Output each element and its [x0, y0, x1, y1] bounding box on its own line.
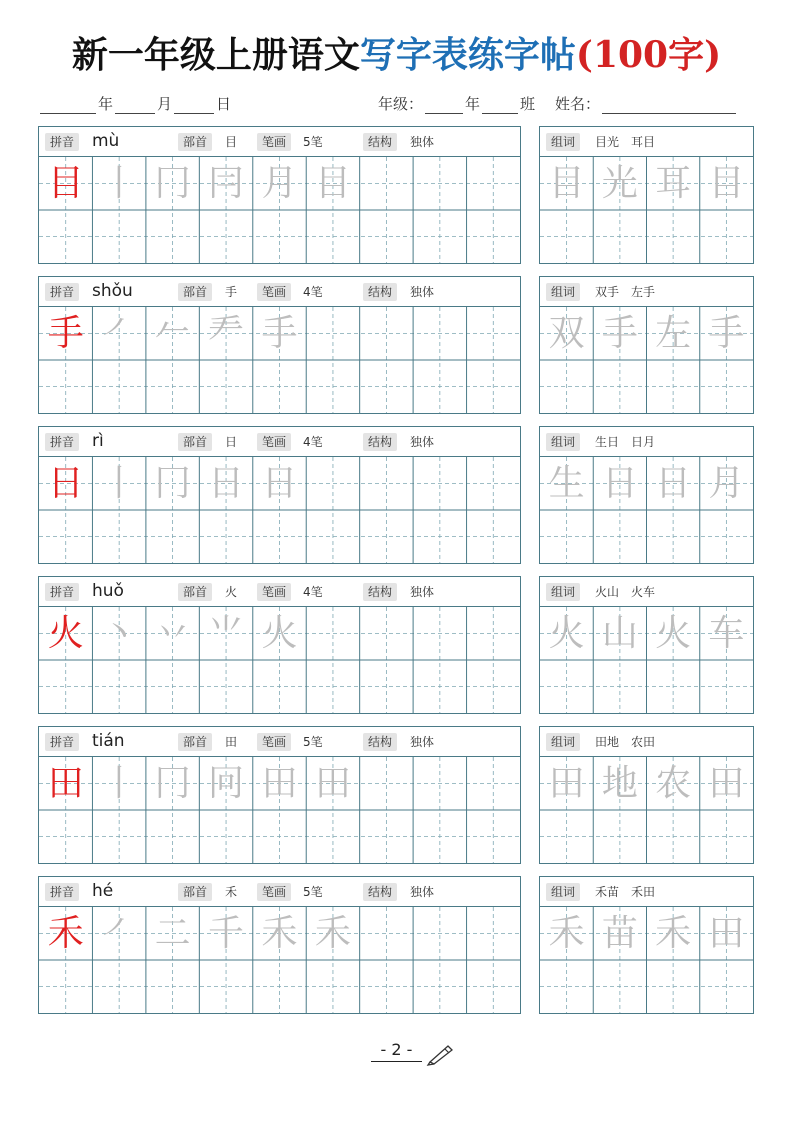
radical-label: 部首 [178, 283, 212, 301]
model-character: 日 [47, 463, 84, 504]
structure-label: 结构 [363, 433, 397, 451]
word-trace-character: 农 [655, 763, 692, 804]
pinyin-label: 拼音 [45, 733, 79, 751]
page-title [0, 30, 793, 80]
stroke-order-trace: 龵 [208, 313, 245, 354]
word-trace-character: 禾 [548, 913, 585, 954]
word-trace-character: 日 [601, 463, 638, 504]
word-trace-character: 月 [708, 463, 745, 504]
word-card [539, 576, 754, 714]
strokes-value: 4笔 [303, 585, 323, 599]
stroke-order-trace: 田 [314, 763, 351, 804]
character-info-header [39, 877, 520, 907]
strokes-label: 笔画 [257, 733, 291, 751]
words-value: 田地 农田 [595, 735, 656, 749]
stroke-order-trace: 丨 [101, 163, 138, 204]
month-label: 月 [157, 95, 173, 113]
words-label: 组词 [546, 583, 580, 601]
model-character: 目 [47, 163, 84, 204]
strokes-label: 笔画 [257, 883, 291, 901]
stroke-order-trace: 禾 [314, 913, 351, 954]
stroke-order-trace: 丨 [101, 763, 138, 804]
stroke-order-trace: 日 [208, 463, 245, 504]
word-trace-character: 目 [548, 163, 585, 204]
model-character: 手 [47, 313, 84, 354]
grade-label: 年级： [378, 95, 424, 113]
pinyin-label: 拼音 [45, 883, 79, 901]
words-value: 禾苗 禾田 [595, 885, 656, 899]
day-blank[interactable] [174, 96, 214, 114]
grade-blank[interactable] [425, 96, 463, 114]
strokes-label: 笔画 [257, 583, 291, 601]
pen-icon [426, 1042, 456, 1066]
title-part-copybook: 写字表练字帖 [359, 34, 576, 76]
structure-value: 独体 [410, 735, 435, 749]
stroke-order-trace: ㇒ [101, 313, 138, 354]
structure-label: 结构 [363, 583, 397, 601]
word-trace-character: 苗 [601, 913, 638, 954]
words-value: 双手 左手 [595, 285, 656, 299]
pinyin-value: rì [92, 431, 104, 451]
radical-value: 禾 [225, 885, 238, 899]
word-trace-character: 生 [548, 463, 585, 504]
strokes-value: 4笔 [303, 435, 323, 449]
word-card [539, 126, 754, 264]
model-character: 火 [47, 613, 84, 654]
title-part-grade: 新一年级上册语文 [71, 34, 360, 76]
pinyin-value: shǒu [92, 281, 133, 301]
word-trace-character: 田 [708, 763, 745, 804]
structure-value: 独体 [410, 585, 435, 599]
word-trace-character: 火 [655, 613, 692, 654]
stroke-order-trace: 禾 [261, 913, 298, 954]
structure-value: 独体 [410, 435, 435, 449]
word-trace-character: 火 [548, 613, 585, 654]
stroke-order-trace: 千 [208, 913, 245, 954]
stroke-order-trace: 冂 [154, 463, 191, 504]
character-card [38, 126, 521, 264]
stroke-order-trace: 冋 [208, 763, 245, 804]
word-trace-character: 左 [655, 313, 692, 354]
character-card [38, 576, 521, 714]
word-trace-character: 车 [708, 613, 745, 654]
stroke-order-trace: 丷 [154, 613, 191, 654]
character-info-header [39, 127, 520, 157]
word-card [539, 876, 754, 1014]
word-header [540, 427, 753, 457]
word-card [539, 726, 754, 864]
pinyin-label: 拼音 [45, 283, 79, 301]
structure-label: 结构 [363, 883, 397, 901]
character-card [38, 276, 521, 414]
student-row [378, 90, 738, 114]
pinyin-label: 拼音 [45, 133, 79, 151]
structure-value: 独体 [410, 135, 435, 149]
page-number: - 2 - [371, 1040, 423, 1062]
character-card [38, 876, 521, 1014]
strokes-value: 5笔 [303, 885, 323, 899]
word-trace-character: 耳 [655, 163, 692, 204]
word-trace-character: 山 [601, 613, 638, 654]
name-label: 姓名： [555, 95, 601, 113]
word-trace-character: 地 [601, 763, 638, 804]
strokes-label: 笔画 [257, 133, 291, 151]
radical-value: 日 [225, 435, 238, 449]
character-info-header [39, 427, 520, 457]
structure-label: 结构 [363, 283, 397, 301]
class-blank[interactable] [482, 96, 518, 114]
year-blank[interactable] [40, 96, 96, 114]
stroke-order-trace: ⺌ [208, 613, 245, 654]
pinyin-label: 拼音 [45, 433, 79, 451]
page-footer [0, 1040, 793, 1062]
pinyin-value: hé [92, 881, 114, 901]
radical-label: 部首 [178, 433, 212, 451]
radical-label: 部首 [178, 133, 212, 151]
month-blank[interactable] [115, 96, 155, 114]
pinyin-value: mù [92, 131, 120, 151]
title-part-count: (100字) [575, 34, 722, 76]
radical-label: 部首 [178, 733, 212, 751]
word-trace-character: 双 [548, 313, 585, 354]
words-label: 组词 [546, 133, 580, 151]
word-trace-character: 田 [708, 913, 745, 954]
stroke-order-trace: 目 [314, 163, 351, 204]
word-trace-character: 手 [708, 313, 745, 354]
date-row [38, 90, 231, 114]
year-label: 年 [98, 95, 114, 113]
strokes-label: 笔画 [257, 433, 291, 451]
word-header [540, 277, 753, 307]
stroke-order-trace: 田 [261, 763, 298, 804]
model-character: 禾 [47, 913, 84, 954]
stroke-order-trace: 冃 [208, 163, 245, 204]
word-header [540, 877, 753, 907]
name-blank[interactable] [602, 96, 736, 114]
words-value: 目光 耳目 [595, 135, 656, 149]
stroke-order-trace: 日 [261, 463, 298, 504]
character-card [38, 726, 521, 864]
structure-value: 独体 [410, 285, 435, 299]
radical-value: 手 [225, 285, 238, 299]
word-header [540, 727, 753, 757]
stroke-order-trace: 火 [261, 613, 298, 654]
structure-label: 结构 [363, 133, 397, 151]
stroke-order-trace: 𠂉 [154, 313, 191, 354]
radical-label: 部首 [178, 583, 212, 601]
stroke-order-trace: 二 [154, 913, 191, 954]
words-value: 生日 日月 [595, 435, 656, 449]
word-card [539, 426, 754, 564]
structure-label: 结构 [363, 733, 397, 751]
strokes-value: 5笔 [303, 135, 323, 149]
words-label: 组词 [546, 883, 580, 901]
strokes-value: 4笔 [303, 285, 323, 299]
word-trace-character: 田 [548, 763, 585, 804]
radical-label: 部首 [178, 883, 212, 901]
word-card [539, 276, 754, 414]
word-header [540, 577, 753, 607]
pinyin-label: 拼音 [45, 583, 79, 601]
words-label: 组词 [546, 433, 580, 451]
word-trace-character: 禾 [655, 913, 692, 954]
stroke-order-trace: ㇒ [101, 913, 138, 954]
structure-value: 独体 [410, 885, 435, 899]
radical-value: 田 [225, 735, 238, 749]
stroke-order-trace: 丶 [101, 613, 138, 654]
pinyin-value: huǒ [92, 581, 124, 601]
word-trace-character: 目 [708, 163, 745, 204]
grade-year-label: 年 [465, 95, 481, 113]
character-card [38, 426, 521, 564]
class-label: 班 [520, 95, 536, 113]
words-label: 组词 [546, 733, 580, 751]
character-info-header [39, 577, 520, 607]
radical-value: 火 [225, 585, 238, 599]
word-trace-character: 光 [601, 163, 638, 204]
character-info-header [39, 727, 520, 757]
model-character: 田 [47, 763, 84, 804]
word-header [540, 127, 753, 157]
words-value: 火山 火车 [595, 585, 656, 599]
strokes-value: 5笔 [303, 735, 323, 749]
day-label: 日 [216, 95, 232, 113]
stroke-order-trace: 丨 [101, 463, 138, 504]
pinyin-value: tián [92, 731, 125, 751]
words-label: 组词 [546, 283, 580, 301]
radical-value: 目 [225, 135, 238, 149]
stroke-order-trace: 月 [261, 163, 298, 204]
word-trace-character: 日 [655, 463, 692, 504]
stroke-order-trace: 手 [261, 313, 298, 354]
stroke-order-trace: 冂 [154, 763, 191, 804]
character-info-header [39, 277, 520, 307]
word-trace-character: 手 [601, 313, 638, 354]
strokes-label: 笔画 [257, 283, 291, 301]
stroke-order-trace: 冂 [154, 163, 191, 204]
